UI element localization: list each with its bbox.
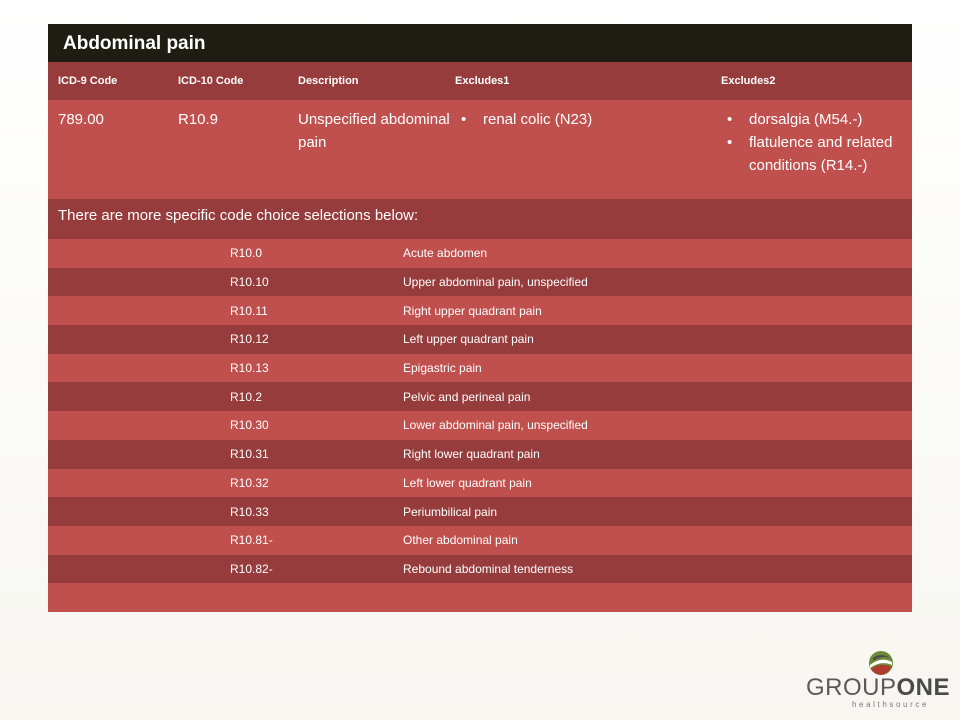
header-icd10: ICD-10 Code [178, 75, 244, 87]
more-codes-note: There are more specific code choice selections below: [48, 199, 912, 239]
primary-code-row [48, 100, 912, 199]
specific-code-description: Rebound abdominal tenderness [403, 561, 574, 576]
excludes2-item: • dorsalgia (M54.-) [721, 108, 912, 131]
specific-code-description: Acute abdomen [403, 246, 488, 261]
logo-wordmark [806, 674, 950, 702]
header-excludes1: Excludes1 [455, 75, 510, 87]
specific-code: R10.10 [230, 275, 269, 290]
logo-word-light: GROUP [806, 674, 897, 701]
specific-code: R10.2 [230, 389, 263, 404]
specific-code-description: Upper abdominal pain, unspecified [403, 275, 588, 290]
specific-code: R10.0 [230, 246, 263, 261]
table-row [48, 268, 912, 297]
table-row [48, 411, 912, 440]
table-row [48, 497, 912, 526]
table-row [48, 354, 912, 383]
table-row [48, 382, 912, 411]
icd10-code: R10.9 [178, 111, 219, 128]
table-row [48, 526, 912, 555]
specific-code-description: Right upper quadrant pain [403, 303, 542, 318]
logo-word-bold: ONE [896, 674, 951, 701]
table-row [48, 325, 912, 354]
specific-code: R10.30 [230, 418, 269, 433]
header-icd9: ICD-9 Code [58, 75, 118, 87]
table-title: Abdominal pain [48, 24, 912, 62]
excludes1-list [455, 108, 721, 131]
code-description: Unspecified abdominal pain [298, 111, 450, 151]
excludes2-cell [721, 100, 912, 177]
table-row [48, 239, 912, 268]
specific-code: R10.11 [230, 303, 268, 318]
header-excludes2: Excludes2 [721, 75, 776, 87]
specific-code-description: Left lower quadrant pain [403, 475, 532, 490]
specific-code-description: Epigastric pain [403, 361, 482, 376]
specific-code: R10.33 [230, 504, 269, 519]
specific-code-description: Lower abdominal pain, unspecified [403, 418, 588, 433]
excludes2-item: • flatulence and related conditions (R14.-) [721, 131, 912, 177]
table-row [48, 440, 912, 469]
logo-tagline: healthsource [852, 700, 930, 709]
groupone-logo [806, 650, 956, 710]
table-footer-row [48, 583, 912, 612]
specific-code-description: Other abdominal pain [403, 533, 518, 548]
table-row [48, 555, 912, 584]
specific-code: R10.13 [230, 361, 269, 376]
specific-code: R10.32 [230, 475, 269, 490]
table-header-row [48, 62, 912, 100]
excludes1-item: • renal colic (N23) [455, 108, 721, 131]
code-table [48, 24, 912, 612]
excludes1-cell [455, 100, 721, 131]
specific-code: R10.81- [230, 533, 273, 548]
specific-code-description: Right lower quadrant pain [403, 447, 540, 462]
table-row [48, 469, 912, 498]
logo-mark-icon [868, 650, 894, 676]
icd9-code: 789.00 [58, 111, 104, 128]
header-description: Description [298, 75, 359, 87]
specific-code: R10.12 [230, 332, 269, 347]
specific-code-description: Pelvic and perineal pain [403, 389, 531, 404]
specific-code: R10.82- [230, 561, 273, 576]
specific-codes-list [48, 239, 912, 583]
table-row [48, 296, 912, 325]
specific-code-description: Periumbilical pain [403, 504, 498, 519]
excludes2-list [721, 108, 912, 177]
specific-code-description: Left upper quadrant pain [403, 332, 534, 347]
specific-code: R10.31 [230, 447, 269, 462]
